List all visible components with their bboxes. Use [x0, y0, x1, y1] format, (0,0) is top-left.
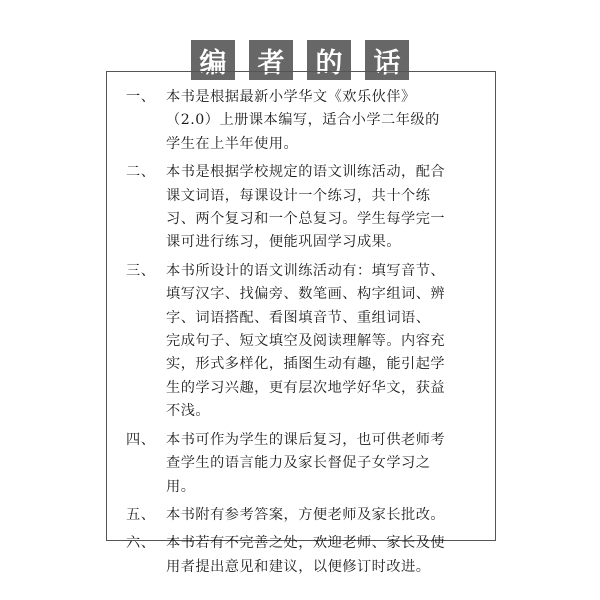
title-char: 话: [365, 40, 409, 80]
item-number: 三、: [126, 262, 156, 279]
text-line: 课文词语，每课设计一个练习，共十个练: [166, 187, 431, 204]
list-item: [118, 532, 488, 579]
text-line: 本书是根据学校规定的语文训练活动，配合: [166, 164, 446, 181]
list-item: [118, 504, 488, 527]
list-item: [118, 429, 488, 499]
text-line: 查学生的语言能力及家长督促子女学习之: [166, 455, 431, 472]
item-number: 二、: [126, 164, 156, 181]
text-line: 本书若有不完善之处，欢迎老师、家长及使: [166, 535, 446, 552]
text-line: 本书附有参考答案，方便老师及家长批改。: [166, 506, 446, 523]
text-line: （2.0）上册课本编写，适合小学二年级的: [166, 112, 440, 129]
text-line: 习、两个复习和一个总复习。学生每学完一: [166, 211, 446, 228]
text-line: 用。: [166, 478, 196, 495]
text-line: 课可进行练习，便能巩固学习成果。: [166, 234, 402, 251]
item-text: [166, 86, 466, 156]
item-number: 一、: [126, 89, 156, 105]
item-text: [166, 161, 466, 255]
text-line: 实，形式多样化，插图生动有趣，能引起学: [166, 356, 446, 373]
item-number: 六、: [126, 535, 156, 552]
text-line: 本书所设计的语文训练活动有：填写音节、: [166, 262, 446, 279]
text-line: 学生在上半年使用。: [166, 135, 299, 152]
text-line: 生的学习兴趣，更有层次地学好华文，获益: [166, 379, 446, 396]
title-char: 者: [249, 40, 293, 80]
title-char: 编: [191, 40, 235, 80]
list-item: [118, 260, 488, 424]
item-text: [166, 532, 466, 579]
text-line: 用者提出意见和建议，以便修订时改进。: [166, 558, 431, 575]
list-item: [118, 86, 488, 156]
text-line: 填写汉字、找偏旁、数笔画、构字组词、辨: [166, 286, 446, 303]
title-char: 的: [307, 40, 351, 80]
text-line: 本书可作为学生的课后复习，也可供老师考: [166, 431, 446, 448]
item-number: 四、: [126, 431, 156, 448]
item-text: [166, 429, 466, 499]
list-item: [118, 161, 488, 255]
item-number: 五、: [126, 506, 156, 523]
preface-list: [118, 86, 488, 579]
text-line: 字、词语搭配、看图填音节、重组词语、: [166, 309, 431, 326]
text-line: 完成句子、短文填空及阅读理解等。内容充: [166, 333, 446, 350]
text-line: 不浅。: [166, 403, 211, 420]
item-text: [166, 504, 466, 527]
item-text: [166, 260, 466, 424]
text-line: 本书是根据最新小学华文《欢乐伙伴》: [166, 89, 416, 105]
